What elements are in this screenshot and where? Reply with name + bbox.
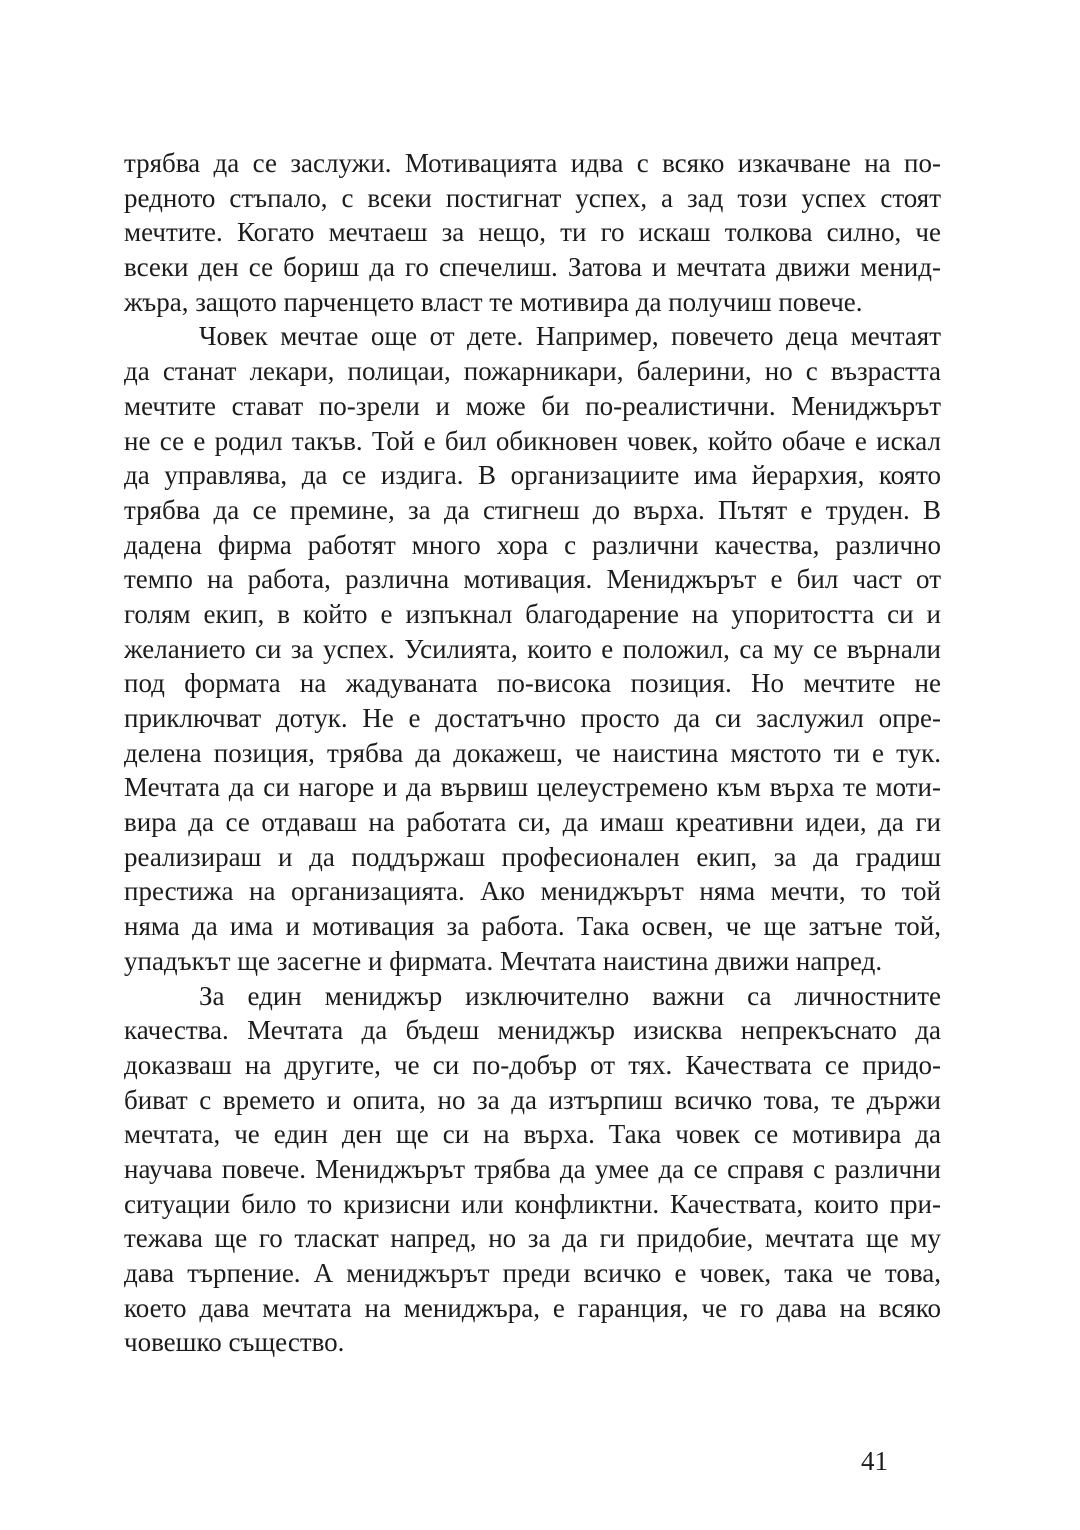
text-line: За един мениджър изключително важни са личностните <box>199 980 941 1011</box>
text-line: под формата на жадуваната по-висока позиция. Но мечтите не <box>124 668 941 699</box>
text-line: което дава мечтата на мениджъра, е гаранция, че го дава на всяко <box>124 1292 941 1323</box>
text-line: желанието си за успех. Усилията, които е положил, са му се върнали <box>124 633 941 664</box>
paragraph-3 <box>124 979 941 1361</box>
paragraph-1 <box>124 146 941 319</box>
text-line: Човек мечтае още от дете. Например, повечето деца мечтаят <box>199 321 941 352</box>
text-line: биват с времето и опита, но за да изтърпиш всичко това, те държи <box>124 1084 941 1115</box>
text-line: приключват дотук. Не е достатъчно просто да си заслужил опре- <box>124 703 941 733</box>
text-line: не се е родил такъв. Той е бил обикновен човек, който обаче е искал <box>124 425 941 456</box>
text-line: всеки ден се бориш да го спечелиш. Затова и мечтата движи менид- <box>124 252 941 283</box>
text-line: Мечтата да си нагоре и да вървиш целеустремено към върха те моти- <box>124 772 941 803</box>
text-line: дадена фирма работят много хора с различни качества, различно <box>124 529 941 560</box>
text-line: доказваш на другите, че си по-добър от тях. Качествата се придо- <box>124 1049 941 1080</box>
text-line: човешко същество. <box>124 1327 345 1358</box>
text-line: делена позиция, трябва да докажеш, че наистина мястото ти е тук. <box>124 737 941 768</box>
text-line: тежава ще го тласкат напред, но за да ги придобие, мечтата ще му <box>124 1223 941 1254</box>
text-line: да управлява, да се издига. В организациите има йерархия, която <box>124 460 941 491</box>
page-number: 41 <box>861 1446 888 1476</box>
text-line: упадъкът ще засегне и фирмата. Мечтата наистина движи напред. <box>124 945 883 976</box>
text-line: реализираш и да поддържаш професионален екип, за да градиш <box>124 841 941 872</box>
text-line: няма да има и мотивация за работа. Така освен, че ще затъне той, <box>124 911 941 942</box>
text-line: темпо на работа, различна мотивация. Мениджърът е бил част от <box>124 564 941 595</box>
text-line: престижа на организацията. Ако мениджърът няма мечти, то той <box>124 876 941 907</box>
text-line: да станат лекари, полицаи, пожарникари, балерини, но с възрастта <box>124 356 941 387</box>
body-text <box>124 146 941 1360</box>
text-line: мечтите. Когато мечтаеш за нещо, ти го искаш толкова силно, че <box>124 217 941 248</box>
text-line: редното стъпало, с всеки постигнат успех, а зад този успех стоят <box>124 182 941 213</box>
text-line: мечтите стават по-зрели и може би по-реалистични. Мениджърът <box>124 390 941 421</box>
text-line: качества. Мечтата да бъдеш мениджър изисква непрекъснато да <box>124 1015 941 1046</box>
text-line: трябва да се заслужи. Мотивацията идва с всяко изкачване на по- <box>124 148 941 178</box>
text-line: мечтата, че един ден ще си на върха. Така човек се мотивира да <box>124 1119 941 1150</box>
text-line: голям екип, в който е изпъкнал благодарение на упоритостта си и <box>124 598 941 629</box>
text-line: дава търпение. А мениджърът преди всичко е човек, така че това, <box>124 1258 941 1288</box>
text-line: вира да се отдаваш на работата си, да имаш креативни идеи, да ги <box>124 807 941 838</box>
paragraph-2 <box>124 319 941 978</box>
text-line: научава повече. Мениджърът трябва да умее да се справя с различни <box>124 1153 941 1184</box>
text-line: трябва да се премине, за да стигнеш до върха. Пътят е труден. В <box>124 494 941 525</box>
text-line: жъра, защото парченцето власт те мотивира да получиш повече. <box>124 286 863 317</box>
text-line: ситуации било то кризисни или конфликтни. Качествата, които при- <box>124 1188 941 1219</box>
